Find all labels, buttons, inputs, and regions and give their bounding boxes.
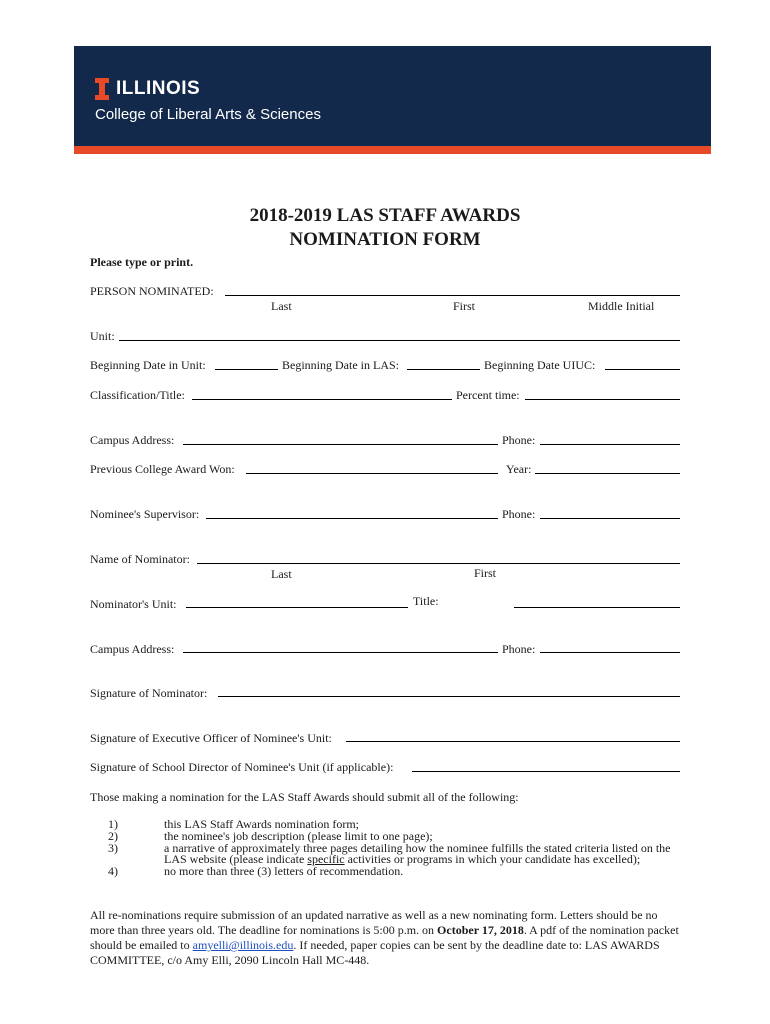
- beginning-date-unit-label: Beginning Date in Unit:: [90, 358, 206, 372]
- nominator-unit-label: Nominator's Unit:: [90, 597, 177, 611]
- form-title-line1: 2018-2019 LAS STAFF AWARDS: [249, 205, 521, 226]
- person-nominated-field[interactable]: [225, 295, 680, 296]
- list-item-text-part: a narrative of approximately three pages detailing how the nominee fulfills the stated criteria listed on the LAS website (please indicate: [164, 841, 671, 866]
- closing-text: . If needed, paper copies can be sent by the deadline date to: LAS AWARDS COMMITTEE, c/o Amy Elli, 2090 Lincoln Hall MC-448.: [90, 938, 660, 967]
- percent-time-label: Percent time:: [456, 388, 520, 402]
- nominator-phone-field[interactable]: [540, 652, 680, 653]
- first-name-caption: First: [453, 299, 476, 313]
- nominator-phone-label: Phone:: [502, 642, 536, 656]
- previous-award-field[interactable]: [246, 473, 498, 474]
- illinois-header-banner: [74, 46, 711, 146]
- nominator-campus-address-label: Campus Address:: [90, 642, 175, 656]
- name-of-nominator-field[interactable]: [197, 563, 680, 564]
- classification-title-label: Classification/Title:: [90, 388, 185, 402]
- list-item-number: 2): [108, 829, 118, 843]
- campus-address-field[interactable]: [183, 444, 498, 445]
- name-of-nominator-label: Name of Nominator:: [90, 552, 190, 566]
- beginning-date-uiuc-field[interactable]: [605, 369, 680, 370]
- classification-title-field[interactable]: [192, 399, 452, 400]
- submission-intro: Those making a nomination for the LAS Staff Awards should submit all of the following:: [90, 790, 519, 804]
- list-item-text: [164, 843, 684, 865]
- orange-accent-bar: [74, 146, 711, 154]
- deadline-date: October 17, 2018: [437, 923, 524, 937]
- list-item: [108, 843, 684, 865]
- specific-emphasis: specific: [307, 852, 345, 866]
- year-label: Year:: [506, 462, 532, 476]
- signature-exec-officer-label: Signature of Executive Officer of Nominee's Unit:: [90, 731, 332, 745]
- nominee-supervisor-label: Nominee's Supervisor:: [90, 507, 200, 521]
- campus-address-label: Campus Address:: [90, 433, 175, 447]
- form-title-line2: NOMINATION FORM: [289, 229, 481, 250]
- percent-time-field[interactable]: [525, 399, 680, 400]
- signature-exec-officer-field[interactable]: [346, 741, 680, 742]
- list-item-text-part: activities or programs in which your candidate has excelled);: [344, 852, 641, 866]
- signature-nominator-field[interactable]: [218, 696, 680, 697]
- nominator-campus-address-field[interactable]: [183, 652, 498, 653]
- closing-text: All re-nominations require submission of an updated narrative as well as a new nominating form. Letters should be no more than three years old. The deadline for nominations is 5:00 p.m. on: [90, 908, 658, 937]
- list-item: [108, 866, 684, 877]
- list-item-text: this LAS Staff Awards nomination form;: [164, 817, 359, 831]
- unit-label: Unit:: [90, 329, 115, 343]
- person-nominated-label: PERSON NOMINATED:: [90, 284, 214, 298]
- submission-list: [108, 819, 684, 878]
- beginning-date-unit-field[interactable]: [215, 369, 278, 370]
- phone-label: Phone:: [502, 433, 536, 447]
- supervisor-phone-field[interactable]: [540, 518, 680, 519]
- email-link[interactable]: amyelli@illinois.edu: [192, 938, 294, 952]
- nominator-last-caption: Last: [271, 567, 292, 581]
- signature-school-director-label: Signature of School Director of Nominee's Unit (if applicable):: [90, 760, 394, 774]
- nominator-first-caption: First: [474, 566, 497, 580]
- beginning-date-las-label: Beginning Date in LAS:: [282, 358, 399, 372]
- previous-award-label: Previous College Award Won:: [90, 462, 235, 476]
- list-item-number: 3): [108, 841, 118, 855]
- college-name: College of Liberal Arts & Sciences: [95, 106, 321, 123]
- instructions: Please type or print.: [90, 255, 194, 269]
- closing-paragraph: [90, 908, 680, 968]
- nominee-supervisor-field[interactable]: [206, 518, 498, 519]
- nominator-unit-field[interactable]: [186, 607, 408, 608]
- nominator-title-label: Title:: [413, 594, 439, 608]
- illinois-logo: [95, 78, 200, 100]
- phone-field[interactable]: [540, 444, 680, 445]
- list-item-number: 4): [108, 864, 118, 878]
- closing-text: . A pdf of the nomination packet should be emailed to: [90, 923, 679, 952]
- list-item-text: the nominee's job description (please limit to one page);: [164, 829, 433, 843]
- unit-field[interactable]: [119, 340, 680, 341]
- middle-initial-caption: Middle Initial: [588, 299, 655, 313]
- year-field[interactable]: [535, 473, 680, 474]
- signature-nominator-label: Signature of Nominator:: [90, 686, 208, 700]
- beginning-date-uiuc-label: Beginning Date UIUC:: [484, 358, 596, 372]
- logo-wordmark: ILLINOIS: [116, 78, 201, 99]
- beginning-date-las-field[interactable]: [407, 369, 480, 370]
- nominator-title-field[interactable]: [514, 607, 680, 608]
- block-i-icon: [95, 78, 109, 100]
- signature-school-director-field[interactable]: [412, 771, 680, 772]
- last-name-caption: Last: [271, 299, 292, 313]
- list-item-number: 1): [108, 817, 118, 831]
- supervisor-phone-label: Phone:: [502, 507, 536, 521]
- list-item-text: no more than three (3) letters of recommendation.: [164, 864, 404, 878]
